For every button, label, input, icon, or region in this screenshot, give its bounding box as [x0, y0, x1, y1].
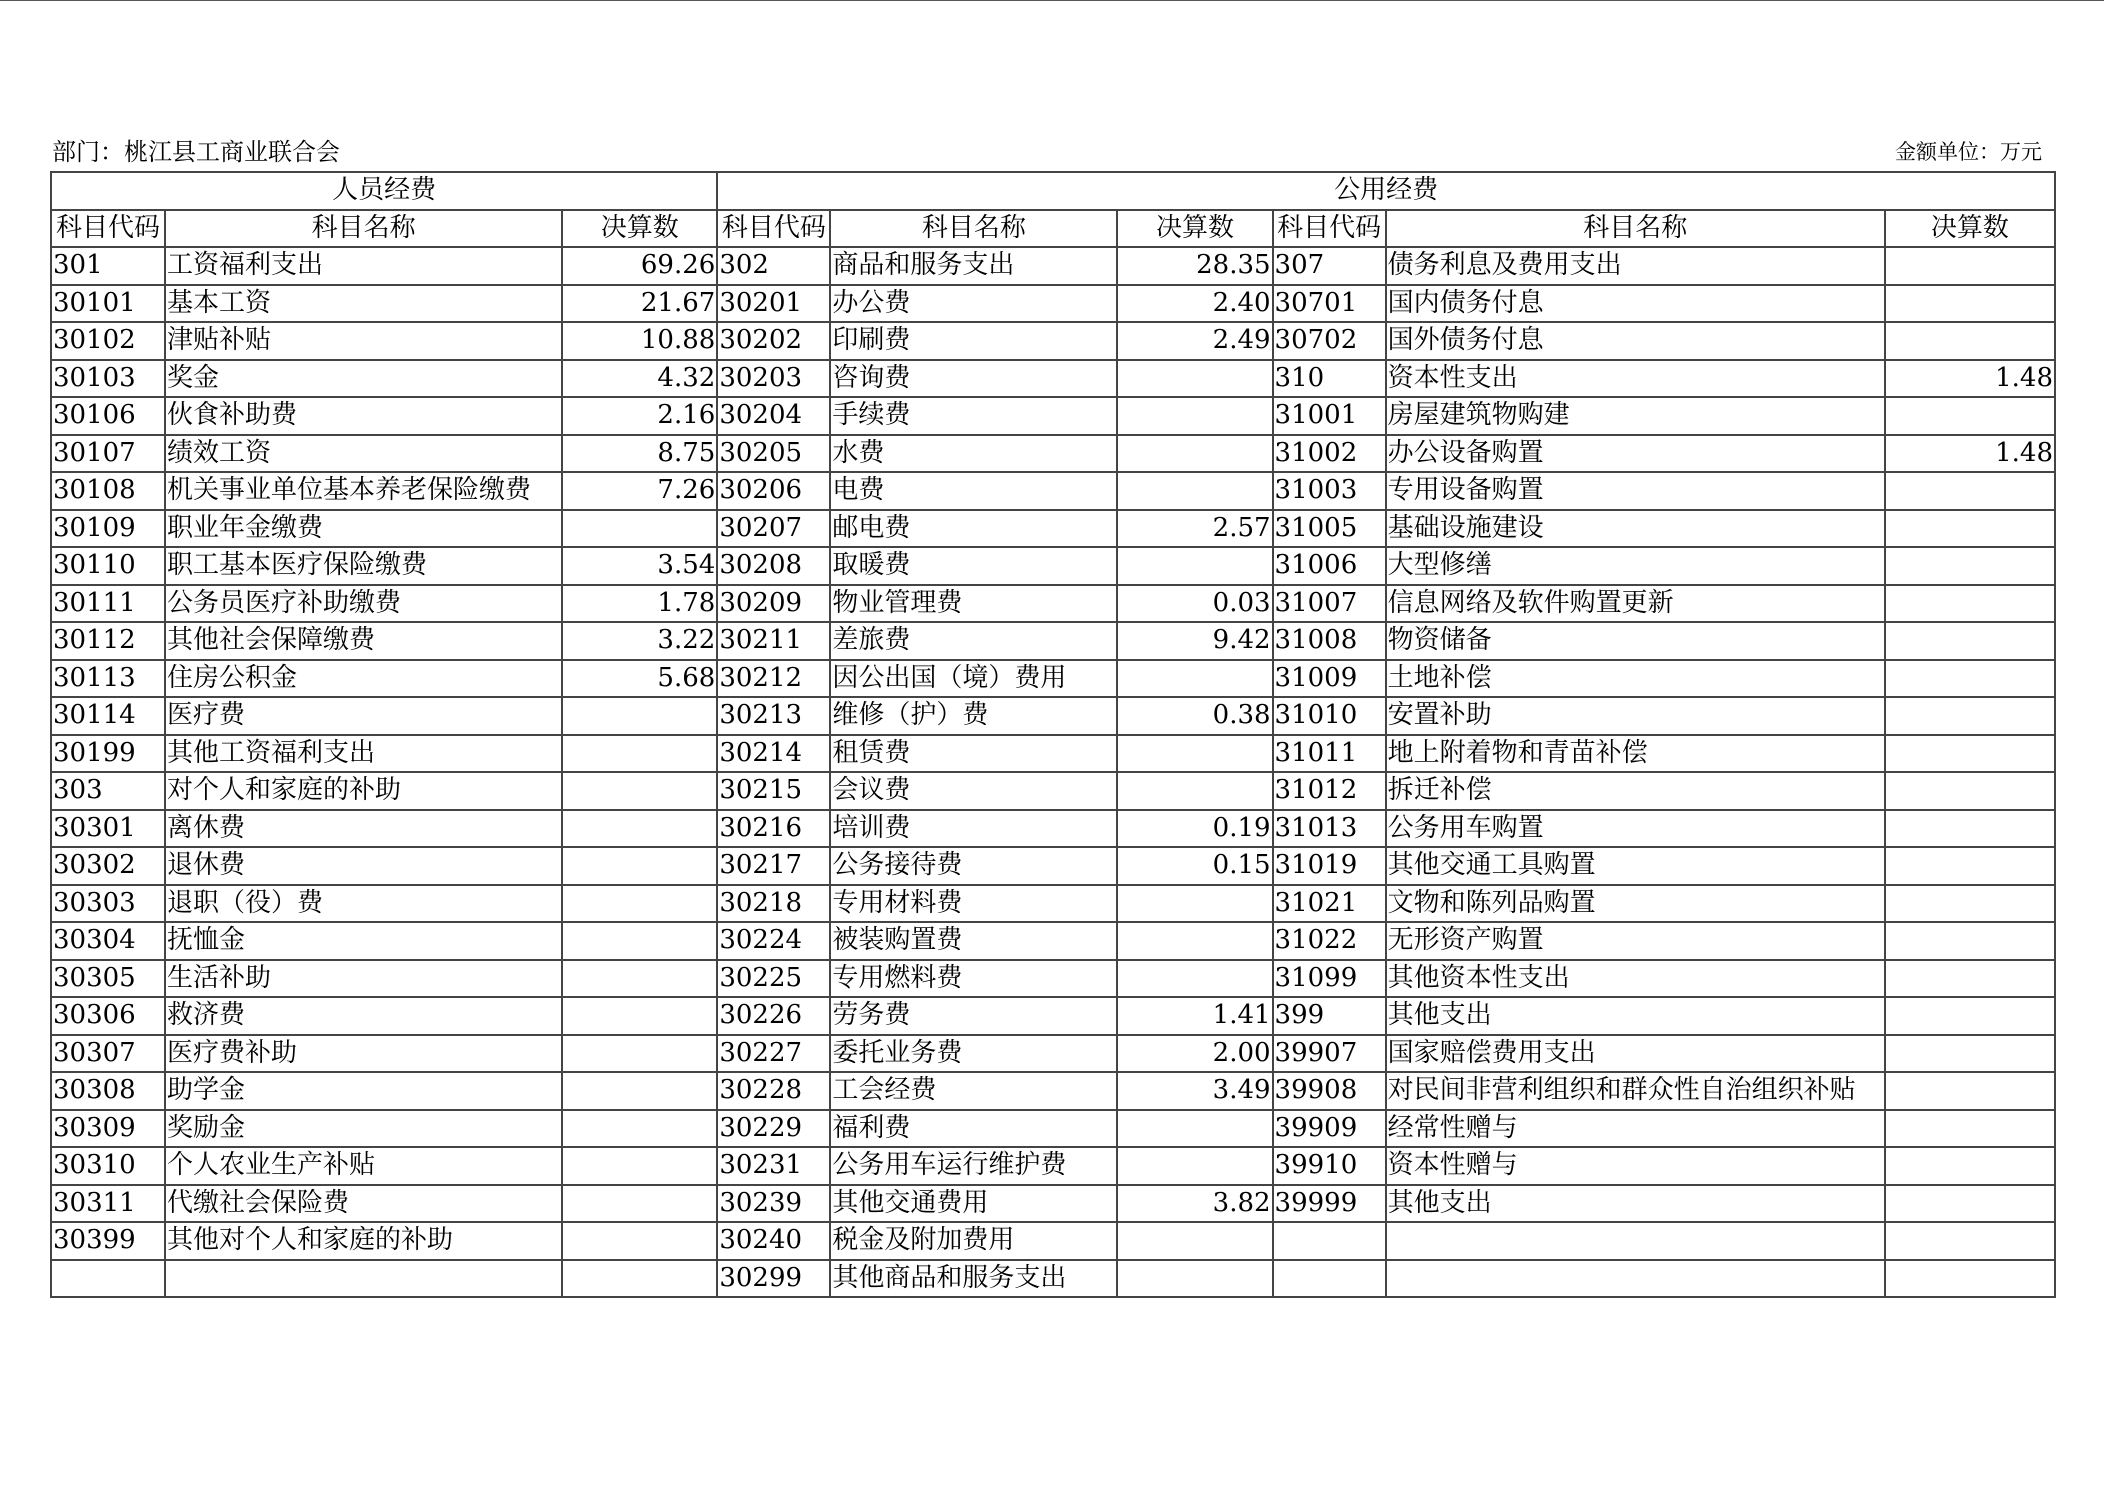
personnel-amount-cell — [562, 1147, 717, 1185]
table-row — [51, 397, 2055, 435]
personnel-code-cell: 30310 — [51, 1147, 165, 1185]
public-code-cell: 30225 — [717, 960, 830, 998]
personnel-code-cell: 30301 — [51, 810, 165, 848]
table-row — [51, 697, 2055, 735]
table-row — [51, 847, 2055, 885]
table-row — [51, 885, 2055, 923]
public-code-cell: 30218 — [717, 885, 830, 923]
personnel-name-cell: 救济费 — [165, 997, 562, 1035]
personnel-amount-cell: 8.75 — [562, 435, 717, 473]
personnel-amount-cell: 1.78 — [562, 585, 717, 623]
public-amount-cell: 3.49 — [1117, 1072, 1272, 1110]
public-amount-cell — [1117, 472, 1272, 510]
personnel-code-cell: 30112 — [51, 622, 165, 660]
public-code-cell: 30299 — [717, 1260, 830, 1298]
public-code-cell: 30207 — [717, 510, 830, 548]
personnel-code-cell: 30110 — [51, 547, 165, 585]
public-code-cell: 30229 — [717, 1110, 830, 1148]
personnel-name-cell: 其他对个人和家庭的补助 — [165, 1222, 562, 1260]
public-code-cell: 30228 — [717, 1072, 830, 1110]
table-row — [51, 1185, 2055, 1223]
capital-name-cell: 经常性赠与 — [1386, 1110, 1885, 1148]
personnel-code-cell: 30304 — [51, 922, 165, 960]
personnel-code-cell: 30399 — [51, 1222, 165, 1260]
public-amount-cell: 1.41 — [1117, 997, 1272, 1035]
public-code-cell: 30217 — [717, 847, 830, 885]
capital-amount-cell: 1.48 — [1885, 360, 2055, 398]
capital-name-cell: 基础设施建设 — [1386, 510, 1885, 548]
capital-code-cell: 31011 — [1273, 735, 1386, 773]
capital-amount-cell — [1885, 1072, 2055, 1110]
capital-amount-cell — [1885, 472, 2055, 510]
public-name-cell: 公务用车运行维护费 — [830, 1147, 1117, 1185]
public-name-cell: 印刷费 — [830, 322, 1117, 360]
personnel-name-cell: 奖励金 — [165, 1110, 562, 1148]
personnel-name-cell: 生活补助 — [165, 960, 562, 998]
personnel-code-cell: 30114 — [51, 697, 165, 735]
capital-code-cell: 31009 — [1273, 660, 1386, 698]
public-code-cell: 30240 — [717, 1222, 830, 1260]
personnel-name-cell: 助学金 — [165, 1072, 562, 1110]
public-name-cell: 租赁费 — [830, 735, 1117, 773]
personnel-name-cell: 伙食补助费 — [165, 397, 562, 435]
personnel-code-cell: 30302 — [51, 847, 165, 885]
public-amount-cell — [1117, 360, 1272, 398]
personnel-name-cell: 退职（役）费 — [165, 885, 562, 923]
personnel-name-cell: 抚恤金 — [165, 922, 562, 960]
personnel-code-cell: 30109 — [51, 510, 165, 548]
capital-code-cell: 31007 — [1273, 585, 1386, 623]
table-row — [51, 1072, 2055, 1110]
group-header-row — [51, 172, 2055, 210]
capital-amount-cell — [1885, 960, 2055, 998]
personnel-name-cell: 津贴补贴 — [165, 322, 562, 360]
capital-name-cell: 其他资本性支出 — [1386, 960, 1885, 998]
public-name-cell: 电费 — [830, 472, 1117, 510]
public-code-cell: 30231 — [717, 1147, 830, 1185]
public-amount-cell — [1117, 735, 1272, 773]
personnel-name-cell: 基本工资 — [165, 285, 562, 323]
table-row — [51, 585, 2055, 623]
table-row — [51, 435, 2055, 473]
capital-name-cell: 大型修缮 — [1386, 547, 1885, 585]
public-amount-cell: 0.19 — [1117, 810, 1272, 848]
capital-amount-cell — [1885, 397, 2055, 435]
capital-name-cell: 房屋建筑物购建 — [1386, 397, 1885, 435]
public-code-cell: 302 — [717, 247, 830, 285]
public-code-cell: 30206 — [717, 472, 830, 510]
capital-name-cell: 土地补偿 — [1386, 660, 1885, 698]
col-amount-header: 决算数 — [1885, 210, 2055, 248]
public-amount-cell — [1117, 1110, 1272, 1148]
public-name-cell: 税金及附加费用 — [830, 1222, 1117, 1260]
capital-code-cell: 39909 — [1273, 1110, 1386, 1148]
capital-amount-cell — [1885, 885, 2055, 923]
capital-amount-cell — [1885, 510, 2055, 548]
capital-amount-cell — [1885, 322, 2055, 360]
personnel-code-cell: 30106 — [51, 397, 165, 435]
public-amount-cell — [1117, 660, 1272, 698]
public-amount-cell — [1117, 885, 1272, 923]
personnel-code-cell — [51, 1260, 165, 1298]
public-code-cell: 30208 — [717, 547, 830, 585]
public-amount-cell: 2.00 — [1117, 1035, 1272, 1073]
public-code-cell: 30239 — [717, 1185, 830, 1223]
table-row — [51, 360, 2055, 398]
capital-name-cell: 资本性赠与 — [1386, 1147, 1885, 1185]
capital-code-cell: 31008 — [1273, 622, 1386, 660]
expenditure-table — [50, 171, 2056, 1298]
table-row — [51, 1110, 2055, 1148]
capital-name-cell: 其他支出 — [1386, 997, 1885, 1035]
personnel-code-cell: 30102 — [51, 322, 165, 360]
personnel-amount-cell: 3.22 — [562, 622, 717, 660]
public-name-cell: 公务接待费 — [830, 847, 1117, 885]
amount-unit-label: 金额单位：万元 — [1895, 140, 2042, 164]
public-code-cell: 30216 — [717, 810, 830, 848]
personnel-amount-cell: 21.67 — [562, 285, 717, 323]
personnel-name-cell: 对个人和家庭的补助 — [165, 772, 562, 810]
public-amount-cell — [1117, 1147, 1272, 1185]
capital-code-cell — [1273, 1222, 1386, 1260]
personnel-amount-cell: 69.26 — [562, 247, 717, 285]
personnel-code-cell: 30309 — [51, 1110, 165, 1148]
public-amount-cell: 9.42 — [1117, 622, 1272, 660]
personnel-code-cell: 30303 — [51, 885, 165, 923]
col-amount-header: 决算数 — [562, 210, 717, 248]
col-name-header: 科目名称 — [830, 210, 1117, 248]
personnel-amount-cell: 5.68 — [562, 660, 717, 698]
table-row — [51, 960, 2055, 998]
personnel-code-cell: 30306 — [51, 997, 165, 1035]
public-name-cell: 其他交通费用 — [830, 1185, 1117, 1223]
personnel-code-cell: 30107 — [51, 435, 165, 473]
table-row — [51, 247, 2055, 285]
capital-name-cell: 安置补助 — [1386, 697, 1885, 735]
personnel-name-cell: 离休费 — [165, 810, 562, 848]
personnel-amount-cell — [562, 1260, 717, 1298]
public-amount-cell: 28.35 — [1117, 247, 1272, 285]
public-amount-cell — [1117, 772, 1272, 810]
personnel-amount-cell — [562, 997, 717, 1035]
department-label: 部门：桃江县工商业联合会 — [52, 138, 340, 166]
capital-name-cell: 国外债务付息 — [1386, 322, 1885, 360]
public-amount-cell: 2.40 — [1117, 285, 1272, 323]
public-code-cell: 30226 — [717, 997, 830, 1035]
personnel-code-cell: 30311 — [51, 1185, 165, 1223]
capital-name-cell: 物资储备 — [1386, 622, 1885, 660]
capital-amount-cell — [1885, 622, 2055, 660]
col-code-header: 科目代码 — [1273, 210, 1386, 248]
public-amount-cell — [1117, 922, 1272, 960]
public-name-cell: 咨询费 — [830, 360, 1117, 398]
public-name-cell: 物业管理费 — [830, 585, 1117, 623]
public-code-cell: 30201 — [717, 285, 830, 323]
personnel-amount-cell — [562, 772, 717, 810]
personnel-amount-cell — [562, 960, 717, 998]
capital-name-cell: 资本性支出 — [1386, 360, 1885, 398]
personnel-name-cell: 工资福利支出 — [165, 247, 562, 285]
public-code-cell: 30224 — [717, 922, 830, 960]
capital-amount-cell — [1885, 247, 2055, 285]
capital-code-cell: 31010 — [1273, 697, 1386, 735]
col-name-header: 科目名称 — [1386, 210, 1885, 248]
public-amount-cell: 0.38 — [1117, 697, 1272, 735]
table-row — [51, 660, 2055, 698]
capital-name-cell: 国内债务付息 — [1386, 285, 1885, 323]
table-row — [51, 322, 2055, 360]
public-name-cell: 培训费 — [830, 810, 1117, 848]
col-name-header: 科目名称 — [165, 210, 562, 248]
capital-amount-cell — [1885, 1260, 2055, 1298]
table-row — [51, 547, 2055, 585]
personnel-name-cell: 职工基本医疗保险缴费 — [165, 547, 562, 585]
public-code-cell: 30227 — [717, 1035, 830, 1073]
public-code-cell: 30215 — [717, 772, 830, 810]
personnel-name-cell: 绩效工资 — [165, 435, 562, 473]
personnel-amount-cell: 3.54 — [562, 547, 717, 585]
capital-code-cell: 31013 — [1273, 810, 1386, 848]
capital-amount-cell — [1885, 810, 2055, 848]
personnel-code-cell: 30113 — [51, 660, 165, 698]
public-code-cell: 30205 — [717, 435, 830, 473]
public-amount-cell: 0.15 — [1117, 847, 1272, 885]
table-row — [51, 1035, 2055, 1073]
personnel-amount-cell — [562, 922, 717, 960]
table-row — [51, 472, 2055, 510]
personnel-code-cell: 30307 — [51, 1035, 165, 1073]
capital-amount-cell — [1885, 1147, 2055, 1185]
capital-code-cell: 307 — [1273, 247, 1386, 285]
personnel-code-cell: 30305 — [51, 960, 165, 998]
capital-name-cell: 其他交通工具购置 — [1386, 847, 1885, 885]
personnel-code-cell: 30199 — [51, 735, 165, 773]
public-amount-cell: 2.49 — [1117, 322, 1272, 360]
capital-code-cell: 310 — [1273, 360, 1386, 398]
capital-amount-cell — [1885, 585, 2055, 623]
capital-amount-cell — [1885, 922, 2055, 960]
capital-code-cell: 31006 — [1273, 547, 1386, 585]
capital-code-cell: 31002 — [1273, 435, 1386, 473]
table-row — [51, 735, 2055, 773]
table-row — [51, 810, 2055, 848]
capital-amount-cell — [1885, 772, 2055, 810]
public-name-cell: 水费 — [830, 435, 1117, 473]
public-name-cell: 商品和服务支出 — [830, 247, 1117, 285]
capital-amount-cell — [1885, 997, 2055, 1035]
public-name-cell: 会议费 — [830, 772, 1117, 810]
capital-amount-cell — [1885, 1110, 2055, 1148]
public-amount-cell: 3.82 — [1117, 1185, 1272, 1223]
capital-code-cell: 39999 — [1273, 1185, 1386, 1223]
capital-amount-cell: 1.48 — [1885, 435, 2055, 473]
public-code-cell: 30209 — [717, 585, 830, 623]
personnel-amount-cell — [562, 847, 717, 885]
capital-name-cell — [1386, 1222, 1885, 1260]
public-code-cell: 30204 — [717, 397, 830, 435]
capital-name-cell: 债务利息及费用支出 — [1386, 247, 1885, 285]
capital-code-cell: 30702 — [1273, 322, 1386, 360]
capital-code-cell: 39907 — [1273, 1035, 1386, 1073]
capital-amount-cell — [1885, 735, 2055, 773]
capital-name-cell: 地上附着物和青苗补偿 — [1386, 735, 1885, 773]
personnel-name-cell: 职业年金缴费 — [165, 510, 562, 548]
public-name-cell: 差旅费 — [830, 622, 1117, 660]
personnel-code-cell: 301 — [51, 247, 165, 285]
personnel-name-cell — [165, 1260, 562, 1298]
personnel-code-cell: 303 — [51, 772, 165, 810]
personnel-name-cell: 其他社会保障缴费 — [165, 622, 562, 660]
col-code-header: 科目代码 — [717, 210, 830, 248]
personnel-amount-cell — [562, 1072, 717, 1110]
public-amount-cell: 0.03 — [1117, 585, 1272, 623]
personnel-amount-cell — [562, 1185, 717, 1223]
public-amount-cell: 2.57 — [1117, 510, 1272, 548]
public-code-cell: 30202 — [717, 322, 830, 360]
page-top-border — [0, 0, 2104, 1]
public-code-cell: 30213 — [717, 697, 830, 735]
personnel-name-cell: 机关事业单位基本养老保险缴费 — [165, 472, 562, 510]
table-row — [51, 997, 2055, 1035]
personnel-code-cell: 30101 — [51, 285, 165, 323]
public-name-cell: 手续费 — [830, 397, 1117, 435]
capital-name-cell: 对民间非营利组织和群众性自治组织补贴 — [1386, 1072, 1885, 1110]
capital-name-cell: 其他支出 — [1386, 1185, 1885, 1223]
capital-name-cell: 文物和陈列品购置 — [1386, 885, 1885, 923]
table-row — [51, 1222, 2055, 1260]
capital-code-cell: 31022 — [1273, 922, 1386, 960]
capital-code-cell: 31021 — [1273, 885, 1386, 923]
capital-code-cell: 31012 — [1273, 772, 1386, 810]
personnel-name-cell: 代缴社会保险费 — [165, 1185, 562, 1223]
personnel-name-cell: 奖金 — [165, 360, 562, 398]
capital-code-cell: 30701 — [1273, 285, 1386, 323]
public-name-cell: 专用燃料费 — [830, 960, 1117, 998]
public-name-cell: 专用材料费 — [830, 885, 1117, 923]
table-row — [51, 1147, 2055, 1185]
personnel-amount-cell: 10.88 — [562, 322, 717, 360]
capital-code-cell: 39908 — [1273, 1072, 1386, 1110]
capital-amount-cell — [1885, 660, 2055, 698]
personnel-name-cell: 退休费 — [165, 847, 562, 885]
capital-name-cell — [1386, 1260, 1885, 1298]
group-personnel-header: 人员经费 — [51, 172, 717, 210]
personnel-amount-cell — [562, 1035, 717, 1073]
public-name-cell: 取暖费 — [830, 547, 1117, 585]
public-name-cell: 办公费 — [830, 285, 1117, 323]
personnel-amount-cell — [562, 1110, 717, 1148]
personnel-name-cell: 其他工资福利支出 — [165, 735, 562, 773]
personnel-code-cell: 30103 — [51, 360, 165, 398]
capital-name-cell: 专用设备购置 — [1386, 472, 1885, 510]
capital-code-cell — [1273, 1260, 1386, 1298]
capital-amount-cell — [1885, 1185, 2055, 1223]
capital-code-cell: 31003 — [1273, 472, 1386, 510]
personnel-code-cell: 30108 — [51, 472, 165, 510]
capital-name-cell: 国家赔偿费用支出 — [1386, 1035, 1885, 1073]
personnel-amount-cell — [562, 510, 717, 548]
public-amount-cell — [1117, 397, 1272, 435]
public-code-cell: 30214 — [717, 735, 830, 773]
public-code-cell: 30211 — [717, 622, 830, 660]
public-amount-cell — [1117, 1222, 1272, 1260]
personnel-name-cell: 住房公积金 — [165, 660, 562, 698]
public-name-cell: 维修（护）费 — [830, 697, 1117, 735]
capital-amount-cell — [1885, 1222, 2055, 1260]
capital-name-cell: 公务用车购置 — [1386, 810, 1885, 848]
public-amount-cell — [1117, 1260, 1272, 1298]
col-code-header: 科目代码 — [51, 210, 165, 248]
table-row — [51, 1260, 2055, 1298]
capital-code-cell: 31001 — [1273, 397, 1386, 435]
column-header-row — [51, 210, 2055, 248]
capital-code-cell: 31099 — [1273, 960, 1386, 998]
personnel-amount-cell — [562, 810, 717, 848]
public-name-cell: 劳务费 — [830, 997, 1117, 1035]
capital-name-cell: 信息网络及软件购置更新 — [1386, 585, 1885, 623]
public-code-cell: 30212 — [717, 660, 830, 698]
personnel-amount-cell: 4.32 — [562, 360, 717, 398]
capital-name-cell: 拆迁补偿 — [1386, 772, 1885, 810]
capital-amount-cell — [1885, 547, 2055, 585]
public-name-cell: 工会经费 — [830, 1072, 1117, 1110]
public-code-cell: 30203 — [717, 360, 830, 398]
capital-code-cell: 39910 — [1273, 1147, 1386, 1185]
personnel-name-cell: 公务员医疗补助缴费 — [165, 585, 562, 623]
capital-amount-cell — [1885, 697, 2055, 735]
group-public-header: 公用经费 — [717, 172, 2055, 210]
capital-name-cell: 无形资产购置 — [1386, 922, 1885, 960]
public-name-cell: 被装购置费 — [830, 922, 1117, 960]
public-name-cell: 委托业务费 — [830, 1035, 1117, 1073]
personnel-amount-cell: 2.16 — [562, 397, 717, 435]
capital-code-cell: 399 — [1273, 997, 1386, 1035]
table-row — [51, 772, 2055, 810]
personnel-name-cell: 医疗费补助 — [165, 1035, 562, 1073]
personnel-amount-cell — [562, 885, 717, 923]
public-name-cell: 福利费 — [830, 1110, 1117, 1148]
capital-name-cell: 办公设备购置 — [1386, 435, 1885, 473]
public-name-cell: 因公出国（境）费用 — [830, 660, 1117, 698]
public-amount-cell — [1117, 960, 1272, 998]
capital-amount-cell — [1885, 1035, 2055, 1073]
personnel-code-cell: 30111 — [51, 585, 165, 623]
public-amount-cell — [1117, 435, 1272, 473]
personnel-name-cell: 个人农业生产补贴 — [165, 1147, 562, 1185]
personnel-amount-cell — [562, 697, 717, 735]
public-amount-cell — [1117, 547, 1272, 585]
capital-amount-cell — [1885, 847, 2055, 885]
personnel-name-cell: 医疗费 — [165, 697, 562, 735]
table-row — [51, 510, 2055, 548]
personnel-amount-cell — [562, 735, 717, 773]
table-row — [51, 285, 2055, 323]
col-amount-header: 决算数 — [1117, 210, 1272, 248]
capital-code-cell: 31005 — [1273, 510, 1386, 548]
table-row — [51, 622, 2055, 660]
table-row — [51, 922, 2055, 960]
personnel-amount-cell — [562, 1222, 717, 1260]
capital-code-cell: 31019 — [1273, 847, 1386, 885]
personnel-code-cell: 30308 — [51, 1072, 165, 1110]
public-name-cell: 邮电费 — [830, 510, 1117, 548]
capital-amount-cell — [1885, 285, 2055, 323]
personnel-amount-cell: 7.26 — [562, 472, 717, 510]
public-name-cell: 其他商品和服务支出 — [830, 1260, 1117, 1298]
